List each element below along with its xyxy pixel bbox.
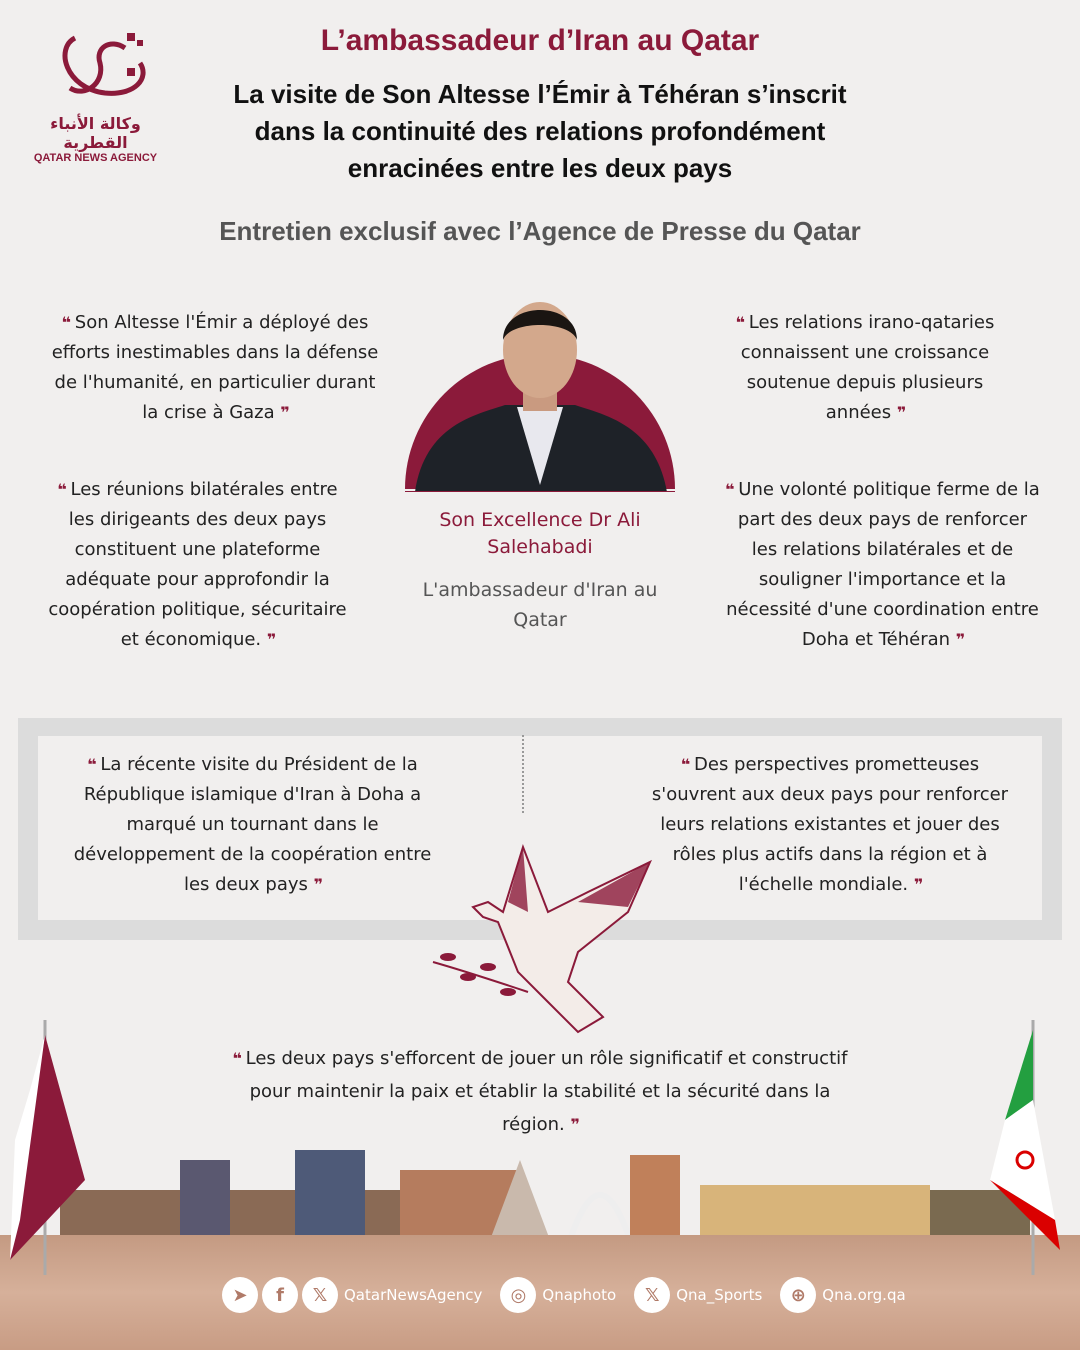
dove-icon	[428, 842, 653, 1037]
quote-text: Une volonté politique ferme de la part des deux pays de renforcer les relations bilatérales et de souligner l'importance et la nécessité d'une coordination entre Doha et Téhéran	[726, 479, 1040, 650]
skyline-illustration	[0, 1130, 1080, 1240]
facebook-icon[interactable]: f	[262, 1277, 298, 1313]
social-label: Qnaphoto	[542, 1286, 617, 1304]
quote-6	[640, 750, 1020, 900]
quote-close-icon: ❞	[266, 630, 275, 649]
quote-4	[725, 475, 1040, 655]
ambassador-name: Son Excellence Dr Ali Salehabadi	[439, 509, 641, 558]
qna-logo-icon	[55, 28, 155, 108]
ambassador-role: L'ambassadeur d'Iran au Qatar	[422, 579, 658, 631]
social-label: QatarNewsAgency	[344, 1286, 483, 1304]
ambassador-portrait	[405, 295, 675, 492]
telegram-icon[interactable]: ➤	[222, 1277, 258, 1313]
social-label: Qna_Sports	[676, 1286, 763, 1304]
globe-icon: ⊕	[780, 1277, 816, 1313]
quote-open-icon: ❝	[680, 755, 689, 774]
social-bar	[222, 1277, 906, 1313]
logo-arabic: وكالة الأنباء القطرية	[50, 114, 141, 152]
x-icon: 𝕏	[634, 1277, 670, 1313]
quote-text: Les deux pays s'efforcent de jouer un rôle significatif et constructif pour maintenir la paix et établir la stabilité et la sécurité dans la région.	[245, 1048, 848, 1135]
quote-text: Les réunions bilatérales entre les dirigeants des deux pays constituent une plateforme adéquate pour approfondir la coopération politique, sécuritaire et économique.	[48, 479, 347, 650]
quote-close-icon: ❞	[570, 1115, 578, 1134]
instagram-icon: ◎	[500, 1277, 536, 1313]
section-heading: Entretien exclusif avec l’Agence de Presse du Qatar	[219, 216, 861, 246]
quote-close-icon: ❞	[313, 875, 322, 894]
quote-close-icon: ❞	[955, 630, 964, 649]
quote-1	[45, 308, 385, 428]
social-label: Qna.org.qa	[822, 1286, 906, 1304]
quote-2	[715, 308, 1015, 428]
quote-5	[65, 750, 440, 900]
website-link[interactable]	[780, 1277, 905, 1313]
x-icon: 𝕏	[302, 1277, 338, 1313]
qna-logo	[28, 28, 163, 164]
quote-3	[45, 475, 350, 655]
quote-text: Des perspectives prometteuses s'ouvrent aux deux pays pour renforcer leurs relations existantes et jouer des rôles plus actifs dans la région et à l'échelle mondiale.	[651, 754, 1009, 895]
social-x-link[interactable]	[302, 1277, 482, 1313]
page-title: L’ambassadeur d’Iran au Qatar	[320, 24, 760, 57]
quote-open-icon: ❝	[725, 480, 733, 499]
quote-7	[220, 1042, 860, 1141]
quote-close-icon: ❞	[913, 875, 922, 894]
quote-open-icon: ❝	[61, 313, 70, 332]
quote-text: La récente visite du Président de la République islamique d'Iran à Doha a marqué un tournant dans le développement de la coopération entre les deux pays	[73, 754, 432, 895]
iran-flag-icon	[985, 1020, 1080, 1280]
social-x-sports-link[interactable]	[634, 1277, 762, 1313]
quote-open-icon: ❝	[87, 755, 95, 774]
quote-text: Les relations irano-qataries connaissent une croissance soutenue depuis plusieurs années	[740, 312, 995, 423]
divider	[522, 735, 524, 813]
quote-open-icon: ❝	[57, 480, 65, 499]
quote-open-icon: ❝	[232, 1049, 240, 1068]
logo-english: QATAR NEWS AGENCY	[33, 152, 158, 164]
quote-open-icon: ❝	[735, 313, 743, 332]
social-instagram-link[interactable]	[500, 1277, 616, 1313]
qatar-flag-icon	[0, 1020, 95, 1280]
headline: La visite de Son Altesse l’Émir à Téhéran s’inscrit dans la continuité des relations profondément enracinées entre les deux pays	[233, 79, 847, 183]
quote-text: Son Altesse l'Émir a déployé des efforts inestimables dans la défense de l'humanité, en particulier durant la crise à Gaza	[51, 312, 379, 423]
quote-close-icon: ❞	[280, 403, 288, 422]
quote-close-icon: ❞	[896, 403, 905, 422]
